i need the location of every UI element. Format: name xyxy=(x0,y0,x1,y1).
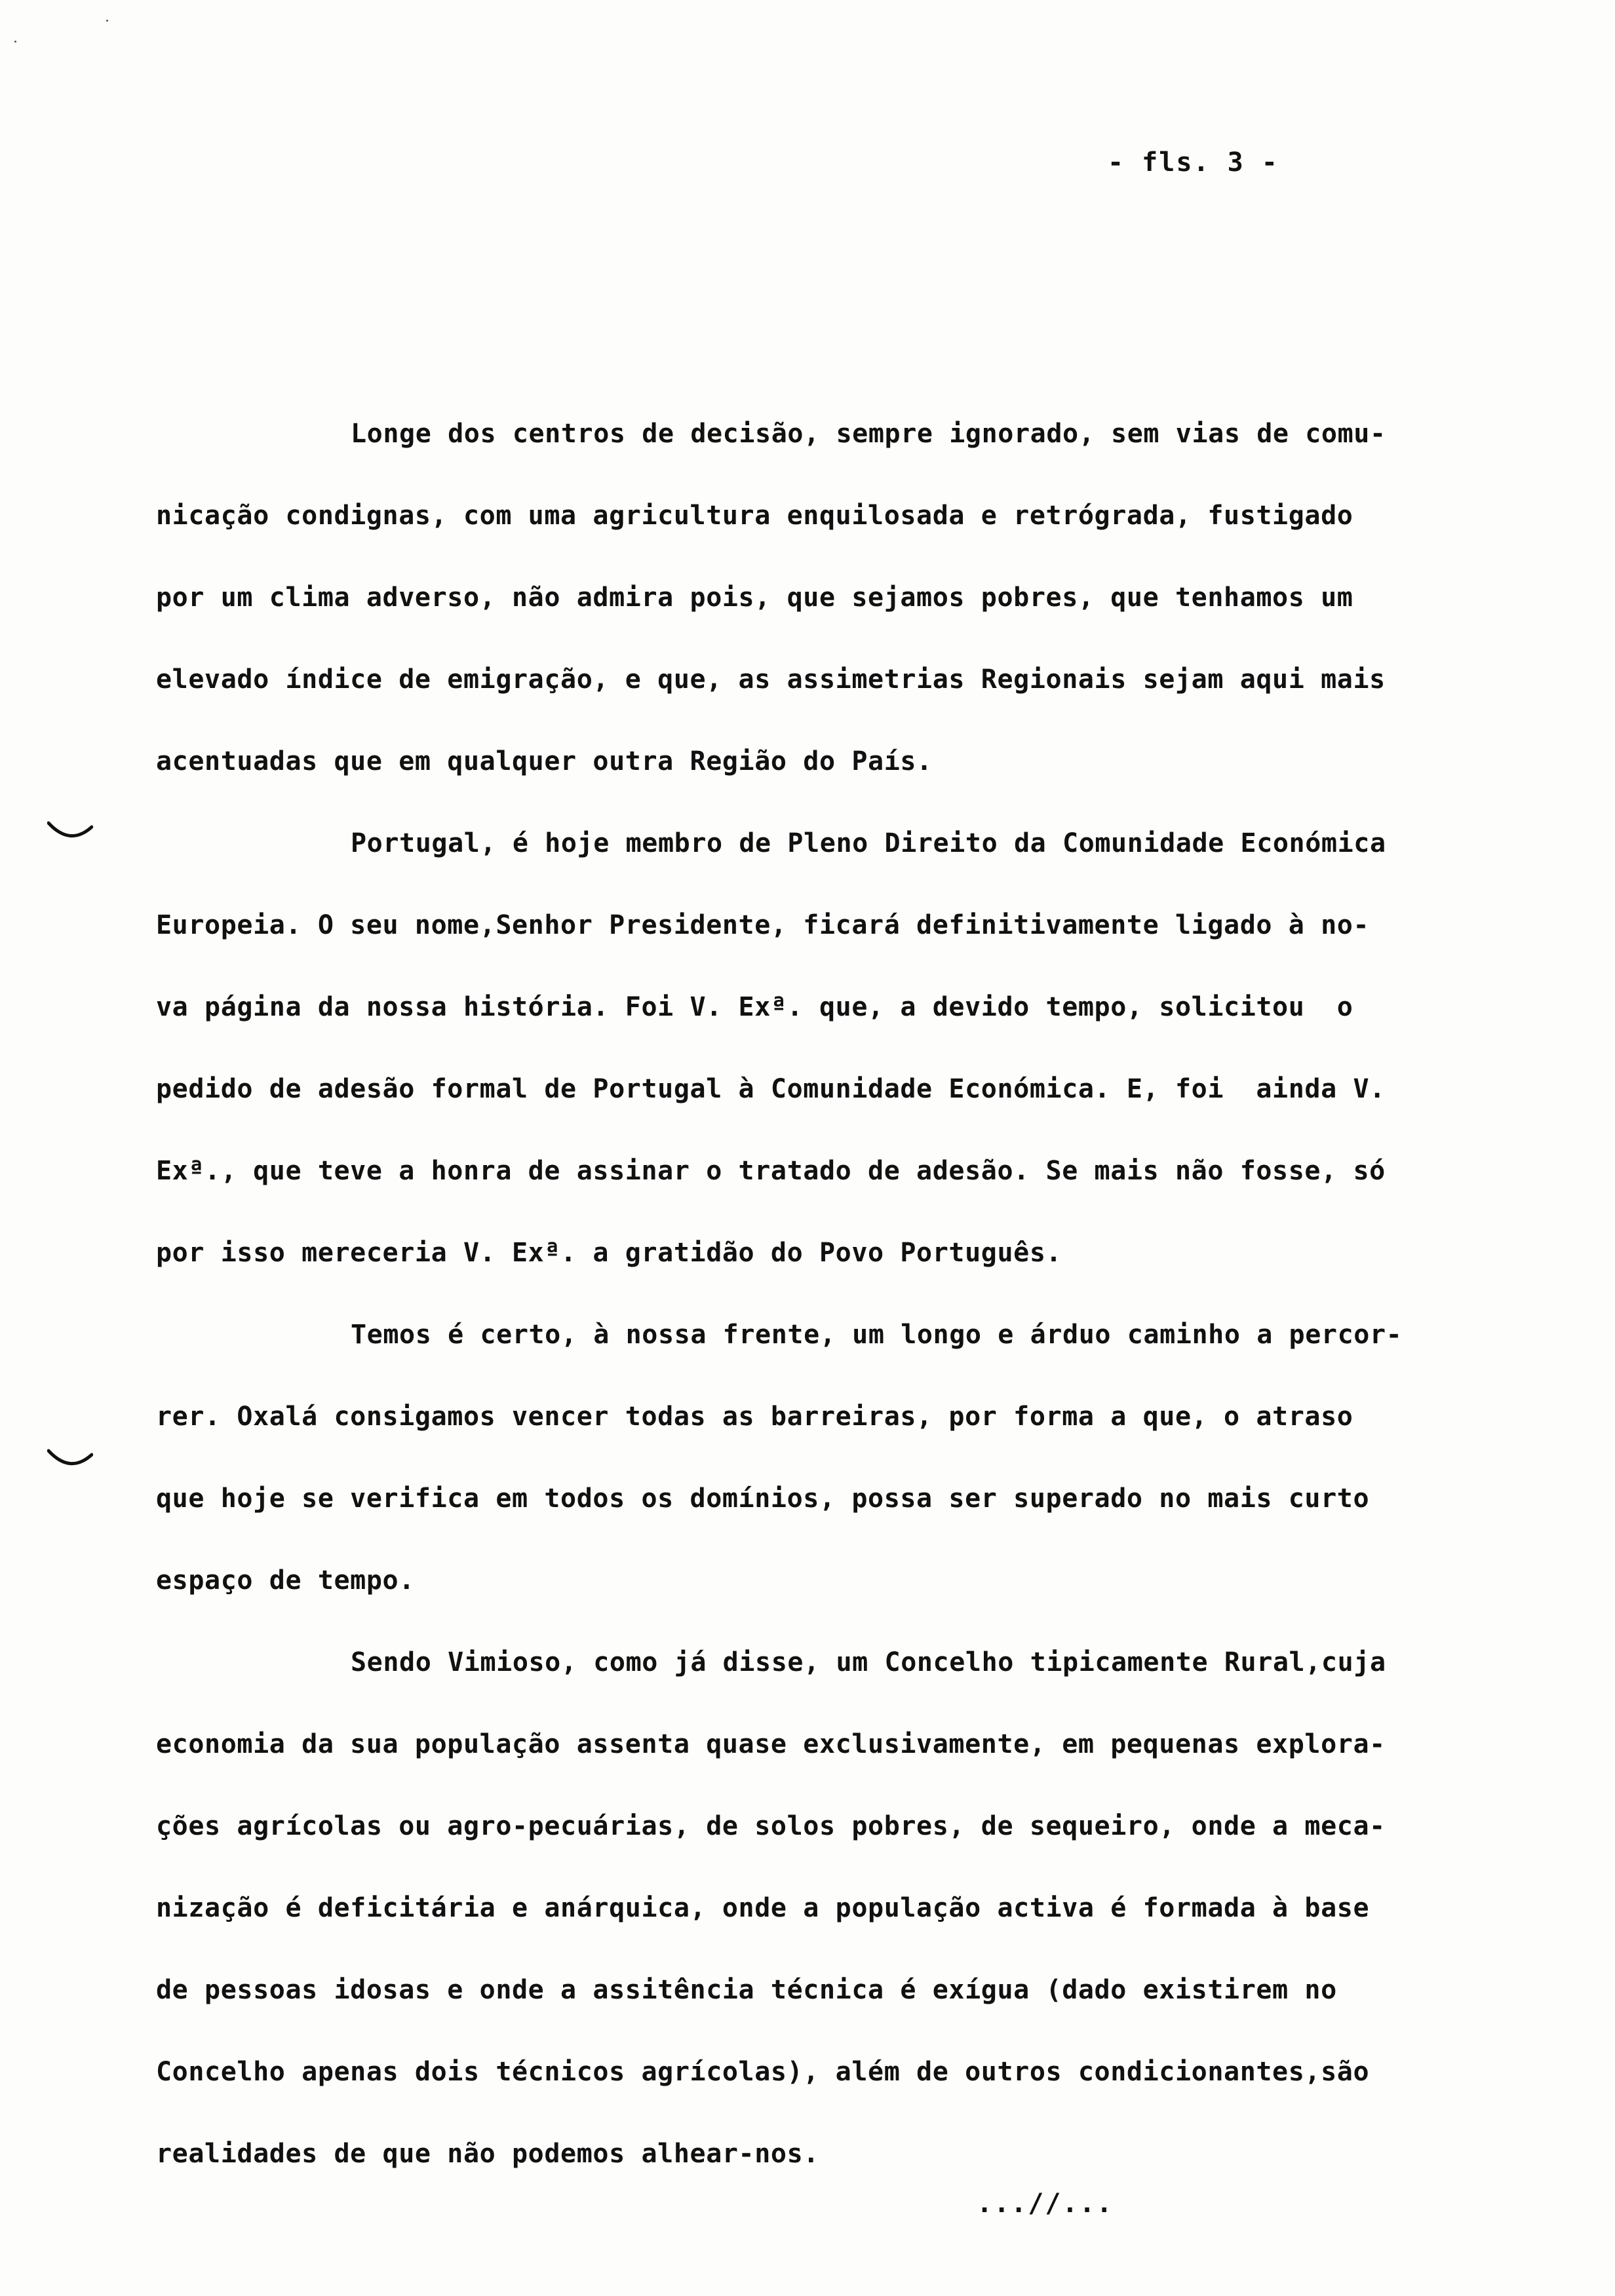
page-number: - fls. 3 - xyxy=(1108,147,1279,178)
text-line: Exª., que teve a honra de assinar o tratado de adesão. Se mais não fosse, só xyxy=(156,1156,1386,1186)
text-line: acentuadas que em qualquer outra Região do País. xyxy=(156,746,933,776)
text-line: que hoje se verifica em todos os domínios, possa ser superado no mais curto xyxy=(156,1483,1370,1514)
text-line: pedido de adesão formal de Portugal à Comunidade Económica. E, foi ainda V. xyxy=(156,1074,1386,1104)
text-line: por isso mereceria V. Exª. a gratidão do Povo Português. xyxy=(156,1238,1062,1268)
text-line: realidades de que não podemos alhear-nos. xyxy=(156,2139,819,2169)
scan-speck xyxy=(106,20,108,22)
text-line: rer. Oxalá consigamos vencer todas as barreiras, por forma a que, o atraso xyxy=(156,1402,1353,1432)
text-line: ções agrícolas ou agro-pecuárias, de solos pobres, de sequeiro, onde a meca- xyxy=(156,1811,1386,1841)
text-line: Europeia. O seu nome,Senhor Presidente, ficará definitivamente ligado à no- xyxy=(156,910,1370,940)
typed-letter-body xyxy=(156,393,1506,2195)
continuation-mark: ...//... xyxy=(977,2189,1114,2219)
text-line: por um clima adverso, não admira pois, que sejamos pobres, que tenhamos um xyxy=(156,583,1353,613)
text-line: nização é deficitária e anárquica, onde a população activa é formada à base xyxy=(156,1893,1370,1923)
text-line: Portugal, é hoje membro de Pleno Direito da Comunidade Económica xyxy=(351,828,1386,858)
scan-speck xyxy=(14,41,16,43)
text-line: economia da sua população assenta quase exclusivamente, em pequenas explora- xyxy=(156,1729,1386,1759)
paragraph xyxy=(156,393,1506,803)
text-line: Temos é certo, à nossa frente, um longo e árduo caminho a percor- xyxy=(351,1320,1403,1350)
punch-hole-mark-icon xyxy=(47,820,93,844)
text-line: va página da nossa história. Foi V. Exª. que, a devido tempo, solicitou o xyxy=(156,992,1353,1022)
text-line: Sendo Vimioso, como já disse, um Concelho tipicamente Rural,cuja xyxy=(351,1647,1386,1677)
text-line: de pessoas idosas e onde a assitência técnica é exígua (dado existirem no xyxy=(156,1975,1337,2005)
paragraph xyxy=(156,1294,1506,1622)
text-line: Longe dos centros de decisão, sempre ignorado, sem vias de comu- xyxy=(351,419,1386,449)
text-line: nicação condignas, com uma agricultura enquilosada e retrógrada, fustigado xyxy=(156,501,1353,531)
text-line: elevado índice de emigração, e que, as assimetrias Regionais sejam aqui mais xyxy=(156,664,1386,695)
punch-hole-mark-icon xyxy=(47,1448,93,1472)
paragraph xyxy=(156,803,1506,1294)
text-line: espaço de tempo. xyxy=(156,1565,415,1596)
paragraph xyxy=(156,1622,1506,2195)
text-line: Concelho apenas dois técnicos agrícolas), além de outros condicionantes,são xyxy=(156,2057,1370,2087)
